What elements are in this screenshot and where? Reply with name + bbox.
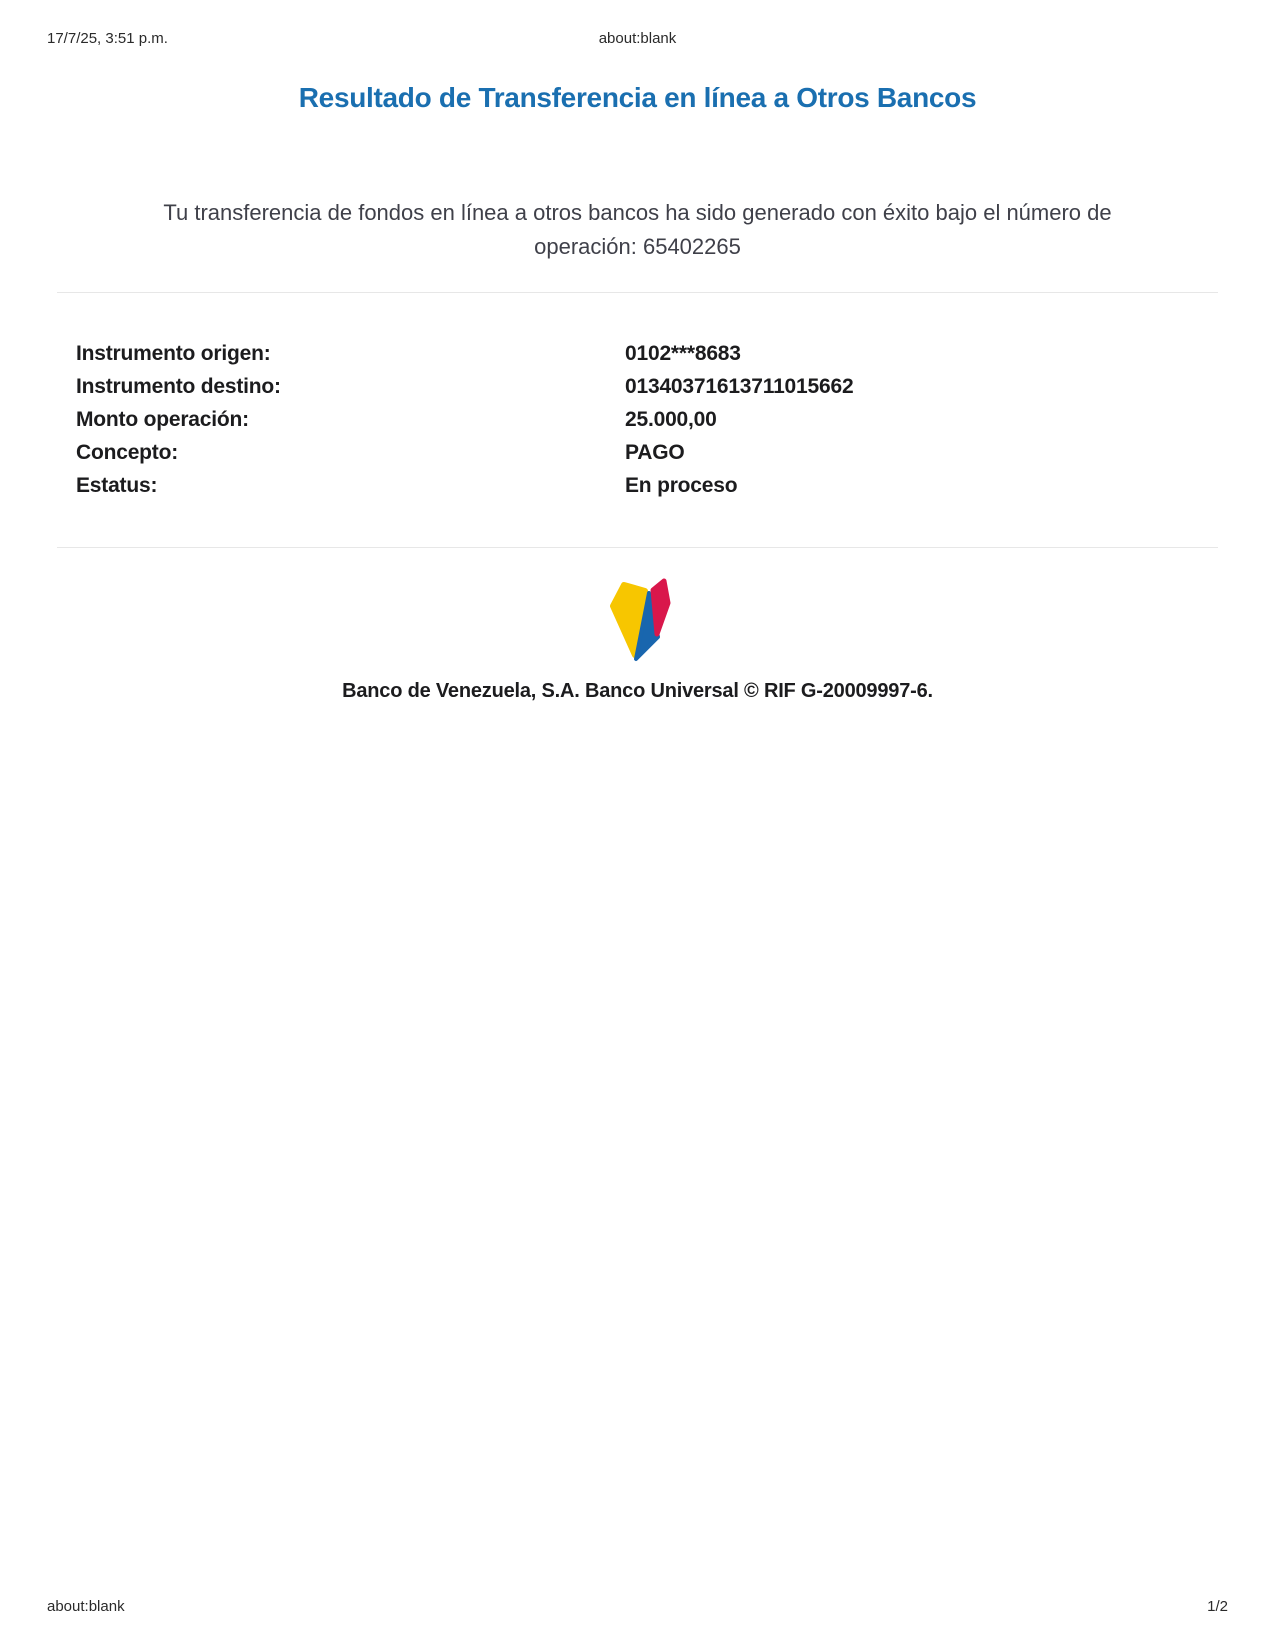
detail-row-instrumento-destino — [76, 370, 1199, 403]
confirmation-message-line1: Tu transferencia de fondos en línea a otros bancos ha sido generado con éxito bajo el número de — [163, 200, 1112, 225]
print-footer — [47, 1598, 1228, 1618]
print-footer-url: about:blank — [47, 1598, 125, 1615]
detail-label: Instrumento destino: — [76, 375, 281, 398]
page-title: Resultado de Transferencia en línea a Otros Bancos — [298, 82, 977, 113]
detail-row-estatus — [76, 469, 1199, 502]
print-title: about:blank — [598, 30, 677, 47]
detail-value: 25.000,00 — [625, 408, 717, 431]
detail-value: PAGO — [625, 441, 685, 464]
divider-top — [57, 292, 1218, 293]
detail-label: Concepto: — [76, 441, 179, 464]
detail-row-instrumento-origen — [76, 337, 1199, 370]
print-header — [47, 30, 1228, 50]
detail-value: 0102***8683 — [625, 342, 741, 365]
print-datetime: 17/7/25, 3:51 p.m. — [47, 30, 168, 47]
print-page-number: 1/2 — [1207, 1598, 1228, 1615]
detail-row-monto-operacion — [76, 403, 1199, 436]
bank-legal-line: Banco de Venezuela, S.A. Banco Universal © RIF G-20009997-6. — [342, 680, 933, 702]
confirmation-message-line2: operación: 65402265 — [534, 234, 741, 259]
detail-label: Monto operación: — [76, 408, 249, 431]
detail-label: Instrumento origen: — [76, 342, 271, 365]
detail-value: En proceso — [625, 474, 738, 497]
transfer-details — [76, 337, 1199, 502]
banco-de-venezuela-logo-mark — [605, 578, 671, 662]
confirmation-message — [0, 196, 1275, 264]
divider-bottom — [57, 547, 1218, 548]
detail-row-concepto — [76, 436, 1199, 469]
detail-label: Estatus: — [76, 474, 158, 497]
banco-de-venezuela-logo — [0, 578, 1275, 667]
detail-value: 01340371613711015662 — [625, 375, 854, 398]
